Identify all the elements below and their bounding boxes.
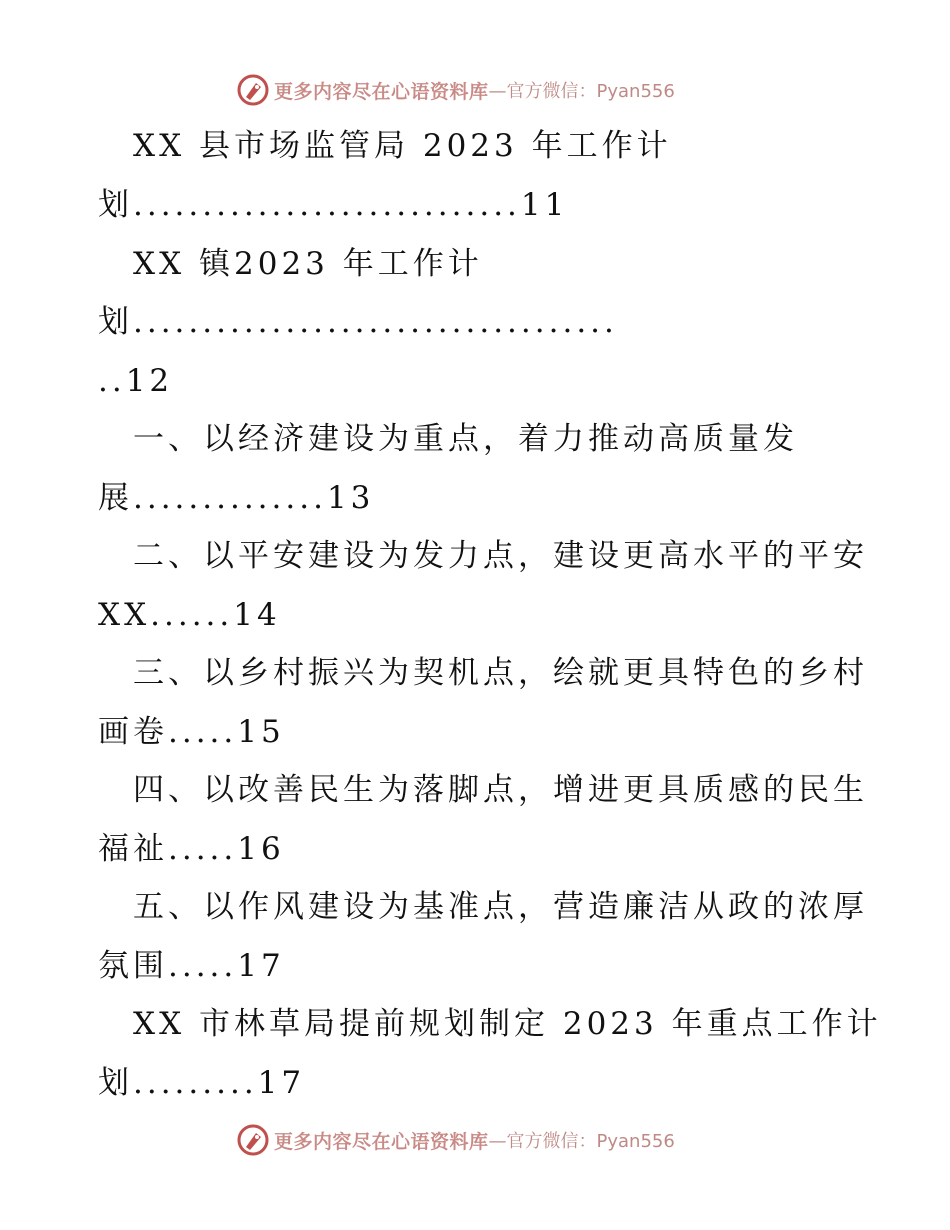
toc-entry-title-6: 四、以改善民生为落脚点，增进更具质感的民生 <box>133 772 868 808</box>
toc-entry-title-7: 五、以作风建设为基准点，营造廉洁从政的浓厚 <box>133 889 868 925</box>
watermark-brand: 更多内容尽在心语资料库 <box>274 80 489 103</box>
toc-entry-title-2: XX 镇2023 年工作计 <box>133 246 483 282</box>
toc-entry-page-1: 划............................11 <box>98 187 569 223</box>
toc-entry-title-4: 二、以平安建设为发力点，建设更高水平的平安 <box>133 538 868 574</box>
toc-entry-page-2: ..12 <box>98 363 174 399</box>
toc-entry-page-5: 画卷.....15 <box>98 714 285 750</box>
toc-entry-page-6: 福祉.....16 <box>98 831 285 867</box>
watermark-contact: —官方微信：Pyan556 <box>488 81 675 102</box>
toc-entry-page-4: XX......14 <box>98 597 281 633</box>
toc-entry-title-3: 一、以经济建设为重点，着力推动高质量发 <box>133 421 798 457</box>
toc-entry-leader-2: 划................................... <box>98 304 618 340</box>
toc-entry-page-7: 氛围.....17 <box>98 948 285 984</box>
pen-nib-logo-icon <box>236 1123 270 1157</box>
toc-entry-title-8: XX 市林草局提前规划制定 2023 年重点工作计 <box>133 1006 882 1042</box>
footer-watermark <box>236 1122 675 1158</box>
watermark-contact: —官方微信：Pyan556 <box>488 1131 675 1152</box>
toc-entry-title-1: XX 县市场监管局 2023 年工作计 <box>133 128 672 164</box>
watermark-brand: 更多内容尽在心语资料库 <box>274 1130 489 1153</box>
toc-entry-page-3: 展..............13 <box>98 480 375 516</box>
toc-entry-page-8: 划.........17 <box>98 1065 306 1101</box>
toc-entry-title-5: 三、以乡村振兴为契机点，绘就更具特色的乡村 <box>133 655 868 691</box>
pen-nib-logo-icon <box>236 73 270 107</box>
header-watermark <box>236 72 675 108</box>
